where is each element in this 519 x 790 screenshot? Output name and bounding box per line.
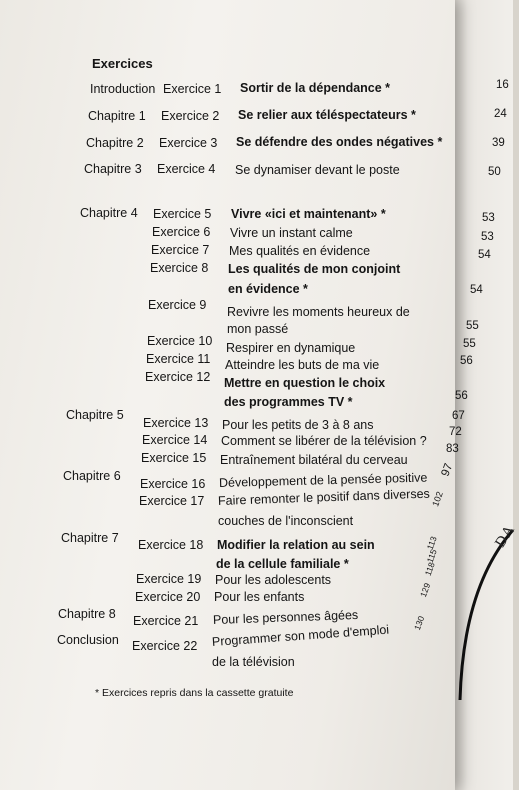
page-number: 97	[439, 461, 456, 479]
exercise-title: Vivre un instant calme	[230, 226, 353, 240]
exercise-label: Exercice 12	[145, 370, 211, 384]
page-number: 53	[482, 212, 495, 224]
exercise-title: Se dynamiser devant le poste	[235, 163, 400, 177]
chapter-label: Introduction	[90, 82, 156, 96]
exercise-title: Comment se libérer de la télévision ?	[221, 434, 427, 448]
exercise-label: Exercice 17	[139, 494, 205, 508]
exercise-title: Mettre en question le choix	[224, 376, 386, 390]
exercise-label: Exercice 22	[132, 639, 198, 653]
exercise-label: Exercice 21	[133, 614, 199, 628]
exercise-title: Programmer son mode d'emploi	[211, 622, 390, 649]
page-number: 56	[455, 390, 468, 402]
exercise-title-continued: de la télévision	[212, 655, 295, 669]
page-number: 24	[494, 108, 507, 120]
chapter-label: Chapitre 3	[84, 162, 142, 176]
page-number: 83	[446, 443, 459, 455]
exercise-title: Les qualités de mon conjoint	[228, 262, 401, 276]
exercise-title: Pour les petits de 3 à 8 ans	[222, 418, 374, 432]
page-number: 54	[470, 284, 483, 296]
page-number: 56	[460, 355, 473, 367]
exercise-title: Se relier aux téléspectateurs *	[238, 108, 416, 122]
exercise-title: Vivre «ici et maintenant» *	[231, 207, 386, 221]
page-number: 115	[424, 547, 439, 565]
page-number: 72	[449, 426, 462, 438]
page-number: 129	[417, 581, 433, 599]
exercise-label: Exercice 11	[146, 352, 211, 366]
exercise-label: Exercice 8	[150, 261, 209, 275]
page-number: 130	[411, 614, 427, 632]
exercise-label: Exercice 6	[152, 225, 211, 239]
exercise-label: Exercice 1	[163, 82, 222, 96]
exercise-label: Exercice 14	[142, 433, 208, 447]
page-number: 16	[496, 79, 509, 91]
exercise-label: Exercice 5	[153, 207, 212, 221]
exercise-label: Exercice 10	[147, 334, 213, 348]
chapter-label: Chapitre 4	[80, 206, 138, 220]
exercise-label: Exercice 19	[136, 572, 202, 586]
exercise-title: Respirer en dynamique	[226, 341, 356, 355]
section-heading: Exercices	[92, 56, 153, 71]
exercise-label: Exercice 4	[157, 162, 216, 176]
exercise-label: Exercice 13	[143, 416, 209, 430]
page-number: 39	[492, 137, 505, 149]
page-number: 54	[478, 249, 491, 261]
page-number: 118	[422, 560, 437, 578]
exercise-label: Exercice 3	[159, 136, 218, 150]
page-number: 53	[481, 231, 494, 243]
exercise-title-continued: de la cellule familiale *	[216, 557, 349, 571]
exercise-title-continued: en évidence *	[228, 282, 308, 296]
chapter-label: Chapitre 1	[88, 109, 146, 123]
chapter-label: Chapitre 2	[86, 136, 144, 150]
exercise-title: Pour les adolescents	[215, 573, 332, 587]
adjacent-page-letters: DA	[492, 521, 519, 551]
exercise-title: Mes qualités en évidence	[229, 244, 371, 258]
exercise-label: Exercice 9	[148, 298, 207, 312]
page-number: 55	[466, 320, 479, 332]
exercise-label: Exercice 20	[135, 590, 201, 604]
chapter-label: Chapitre 8	[58, 607, 116, 621]
exercise-title: Sortir de la dépendance *	[240, 81, 391, 95]
exercise-title: Modifier la relation au sein	[217, 538, 375, 552]
exercise-title: Se défendre des ondes négatives *	[236, 135, 443, 149]
exercise-title-continued: des programmes TV *	[224, 395, 353, 409]
exercise-label: Exercice 15	[141, 451, 207, 465]
exercise-title: Revivre les moments heureux de	[227, 305, 410, 319]
exercise-title: Pour les enfants	[214, 590, 305, 604]
footnote: * Exercices repris dans la cassette gratuite	[95, 687, 294, 699]
exercise-title: Atteindre les buts de ma vie	[225, 358, 380, 372]
page-number: 67	[452, 410, 465, 422]
exercise-title: Développement de la pensée positive	[218, 470, 428, 490]
exercise-label: Exercice 16	[140, 477, 206, 491]
exercise-title-continued: mon passé	[227, 322, 289, 336]
chapter-label: Chapitre 7	[61, 531, 119, 545]
page-number: 113	[424, 534, 439, 552]
exercise-title: Faire remonter le positif dans diverses	[217, 486, 431, 508]
chapter-label: Chapitre 6	[63, 469, 121, 483]
chapter-label: Chapitre 5	[66, 408, 124, 422]
exercise-title: Entraînement bilatéral du cerveau	[220, 453, 408, 467]
exercise-label: Exercice 18	[138, 538, 204, 552]
exercise-label: Exercice 7	[151, 243, 210, 257]
exercise-title-continued: couches de l'inconscient	[218, 514, 354, 528]
chapter-label: Conclusion	[57, 633, 119, 647]
page-number: 102	[430, 490, 445, 508]
exercise-label: Exercice 2	[161, 109, 220, 123]
page-number: 50	[488, 166, 501, 178]
exercise-title: Pour les personnes âgées	[212, 607, 359, 627]
page-number: 55	[463, 338, 476, 350]
